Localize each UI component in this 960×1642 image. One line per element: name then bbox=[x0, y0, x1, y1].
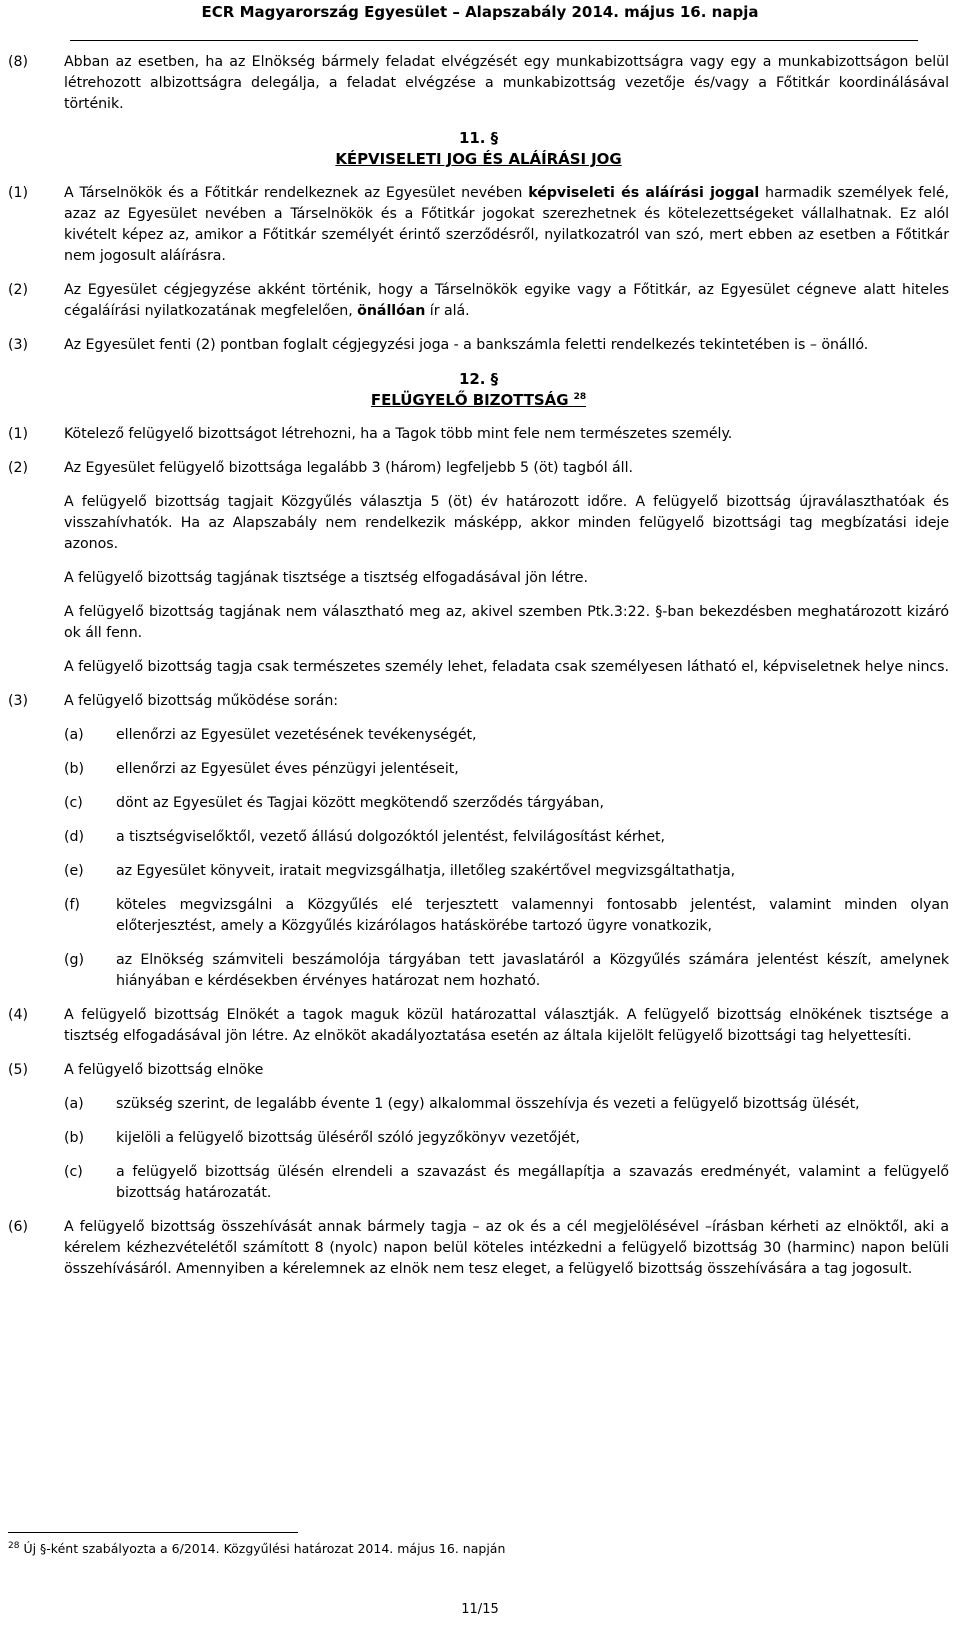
list-item bbox=[64, 861, 949, 882]
list-text: a felügyelő bizottság ülésén elrendeli a szavazást és megállapítja a szavazás eredményét, valamint a felügyelő bizottság határozatát. bbox=[116, 1164, 949, 1201]
s11-paragraph-2 bbox=[8, 280, 949, 322]
bold-text: önállóan bbox=[357, 303, 426, 319]
list-label: (a) bbox=[64, 1096, 84, 1112]
list-text: a tisztségviselőktől, vezető állású dolgozóktól jelentést, felvilágosítást kérhet, bbox=[116, 829, 665, 845]
plain-paragraph: A felügyelő bizottság tagjának tisztsége a tisztség elfogadásával jön létre. bbox=[64, 570, 588, 586]
s11-paragraph-3 bbox=[8, 335, 949, 356]
paragraph-text: A felügyelő bizottság elnöke bbox=[64, 1062, 264, 1078]
section-12-number: 12. § bbox=[458, 370, 499, 388]
list-label: (a) bbox=[64, 727, 84, 743]
list-item bbox=[64, 793, 949, 814]
bold-text: képviseleti és aláírási joggal bbox=[528, 185, 760, 201]
paragraph-text: A felügyelő bizottság Elnökét a tagok maguk közül határozattal választják. A felügyelő bizottság elnökének tisztsége a tisztség elfogadásával jön létre. Az elnököt akadályoztatása esetén az általa kijelölt felügyelő bizottsági tag helyettesíti. bbox=[64, 1007, 949, 1044]
footnote-ref[interactable]: 28 bbox=[573, 392, 587, 402]
paragraph-number: (4) bbox=[8, 1007, 28, 1023]
section-11-number: 11. § bbox=[458, 129, 499, 147]
list-label: (c) bbox=[64, 795, 83, 811]
paragraph-number: (3) bbox=[8, 693, 28, 709]
plain-paragraph: A felügyelő bizottság tagjának nem választható meg az, akivel szemben Ptk.3:22. §-ban bekezdésben meghatározott kizáró ok áll fenn. bbox=[64, 604, 949, 641]
section-12-title bbox=[8, 390, 949, 411]
paragraph-text: Kötelező felügyelő bizottságot létrehozni, ha a Tagok több mint fele nem természetes személy. bbox=[64, 426, 733, 442]
s12-paragraph-2 bbox=[8, 458, 949, 479]
paragraph-number: (1) bbox=[8, 426, 28, 442]
list-label: (g) bbox=[64, 952, 84, 968]
text-run: ír alá. bbox=[425, 303, 470, 319]
plain-paragraph: A felügyelő bizottság tagjait Közgyűlés választja 5 (öt) év határozott időre. A felügyelő bizottság újraválaszthatóak és visszahívhatók. Ha az Alapszabály nem rendelkezik másképp, akkor minden felügyelő bizottsági tag megbízatási ideje azonos. bbox=[64, 494, 949, 552]
list-label: (b) bbox=[64, 1130, 84, 1146]
s12-paragraph-3 bbox=[8, 691, 949, 712]
paragraph-number: (8) bbox=[8, 54, 28, 70]
paragraph-text bbox=[64, 280, 949, 322]
list-item bbox=[64, 895, 949, 937]
list-item bbox=[64, 1128, 949, 1149]
list-label: (d) bbox=[64, 829, 84, 845]
list-label: (b) bbox=[64, 761, 84, 777]
list-text: ellenőrzi az Egyesület éves pénzügyi jelentéseit, bbox=[116, 761, 459, 777]
paragraph-8 bbox=[8, 52, 949, 115]
paragraph-text: Az Egyesület fenti (2) pontban foglalt cégjegyzési joga - a bankszámla feletti rendelkezés tekintetében is – önálló. bbox=[64, 337, 869, 353]
footnote bbox=[8, 1540, 505, 1558]
paragraph-text: Az Egyesület felügyelő bizottsága legalább 3 (három) legfeljebb 5 (öt) tagból áll. bbox=[64, 460, 633, 476]
s12-paragraph-5 bbox=[8, 1060, 949, 1081]
paragraph-number: (5) bbox=[8, 1062, 28, 1078]
document-body bbox=[8, 52, 949, 1293]
paragraph-text bbox=[64, 183, 949, 267]
text-run: A Társelnökök és a Főtitkár rendelkeznek az Egyesület nevében bbox=[64, 185, 529, 201]
paragraph-text: A felügyelő bizottság összehívását annak bármely tagja – az ok és a cél megjelölésével –írásban kérheti az elnöktől, aki a kérelem kézhezvételétől számított 8 (nyolc) napon belül köteles intézkedni a felügyelő bizottság 30 (harminc) napon belüli összehívásáról. Amennyiben a kérelemnek az elnök nem tesz eleget, a felügyelő bizottság összehívására a tag jogosult. bbox=[64, 1219, 949, 1277]
paragraph-text: Abban az esetben, ha az Elnökség bármely feladat elvégzését egy munkabizottságra vagy egy a munkabizottságon belül létrehozott albizottságra delegálja, a feladat elvégzése a munkabizottság vezetője és/vagy a Főtitkár koordinálásával történik. bbox=[64, 54, 949, 112]
paragraph-number: (6) bbox=[8, 1219, 28, 1235]
paragraph-text: A felügyelő bizottság működése során: bbox=[64, 693, 339, 709]
list-text: szükség szerint, de legalább évente 1 (egy) alkalommal összehívja és vezeti a felügyelő bizottság ülését, bbox=[116, 1096, 860, 1112]
text-run: Az Egyesület cégjegyzése akként történik, hogy a Társelnökök egyike vagy a Főtitkár, az Egyesület cégneve alatt hiteles cégaláírási nyilatkozatának megfelelően, bbox=[64, 282, 949, 319]
list-text: kijelöli a felügyelő bizottság üléséről szóló jegyzőkönyv vezetőjét, bbox=[116, 1130, 580, 1146]
list-label: (c) bbox=[64, 1164, 83, 1180]
list-item bbox=[64, 827, 949, 848]
list-label: (e) bbox=[64, 863, 84, 879]
list-item bbox=[64, 950, 949, 992]
s12-paragraph-4 bbox=[8, 1005, 949, 1047]
list-item bbox=[64, 759, 949, 780]
list-item bbox=[64, 1094, 949, 1115]
plain-paragraph: A felügyelő bizottság tagja csak természetes személy lehet, feladata csak személyesen látható el, képviseletnek helye nincs. bbox=[64, 659, 949, 675]
header-rule bbox=[70, 40, 918, 41]
footnote-text: Új §-ként szabályozta a 6/2014. Közgyűlési határozat 2014. május 16. napján bbox=[23, 1541, 506, 1556]
list-text: köteles megvizsgálni a Közgyűlés elé terjesztett valamennyi fontosabb jelentést, valamint minden olyan előterjesztést, amely a Közgyűlés kizárólagos hatáskörébe tartozó ügyre vonatkozik, bbox=[116, 897, 949, 934]
page-number: 11/15 bbox=[461, 1602, 499, 1617]
section-title-text: FELÜGYELŐ BIZOTTSÁG bbox=[370, 391, 569, 409]
s12-paragraph-1 bbox=[8, 424, 949, 445]
footnote-rule bbox=[8, 1532, 298, 1533]
list-text: ellenőrzi az Egyesület vezetésének tevékenységét, bbox=[116, 727, 477, 743]
page-header bbox=[0, 0, 960, 40]
s12-paragraph-6 bbox=[8, 1217, 949, 1280]
list-text: az Egyesület könyveit, iratait megvizsgálhatja, illetőleg szakértővel megvizsgáltathatja, bbox=[116, 863, 736, 879]
list-text: az Elnökség számviteli beszámolója tárgyában tett javaslatáról a Közgyűlés számára jelentést készít, amelynek hiányában e kérdésekben érvényes határozat nem hozható. bbox=[116, 952, 949, 989]
footnote-number: 28 bbox=[8, 1540, 20, 1551]
section-11-title: KÉPVISELETI JOG ÉS ALÁÍRÁSI JOG bbox=[335, 150, 622, 168]
paragraph-number: (2) bbox=[8, 282, 28, 298]
paragraph-number: (1) bbox=[8, 185, 28, 201]
paragraph-number: (3) bbox=[8, 337, 28, 353]
list-label: (f) bbox=[64, 897, 80, 913]
list-item bbox=[64, 725, 949, 746]
paragraph-number: (2) bbox=[8, 460, 28, 476]
header-title: ECR Magyarország Egyesület – Alapszabály 2014. május 16. napja bbox=[201, 3, 759, 21]
s11-paragraph-1 bbox=[8, 183, 949, 267]
list-item bbox=[64, 1162, 949, 1204]
text-run: harmadik személyek felé, azaz az Egyesület nevében a Társelnökök és a Főtitkár jogokat szerezhetnek és kötelezettségeket vállalhatnak. Ez alól kivételt képez az, amikor a Főtitkár személyét érintő szerződésről, nyilatkozatról van szó, mert ebben az esetben a Főtitkár nem jogosult aláírásra. bbox=[64, 185, 949, 264]
list-text: dönt az Egyesület és Tagjai között megkötendő szerződés tárgyában, bbox=[116, 795, 604, 811]
